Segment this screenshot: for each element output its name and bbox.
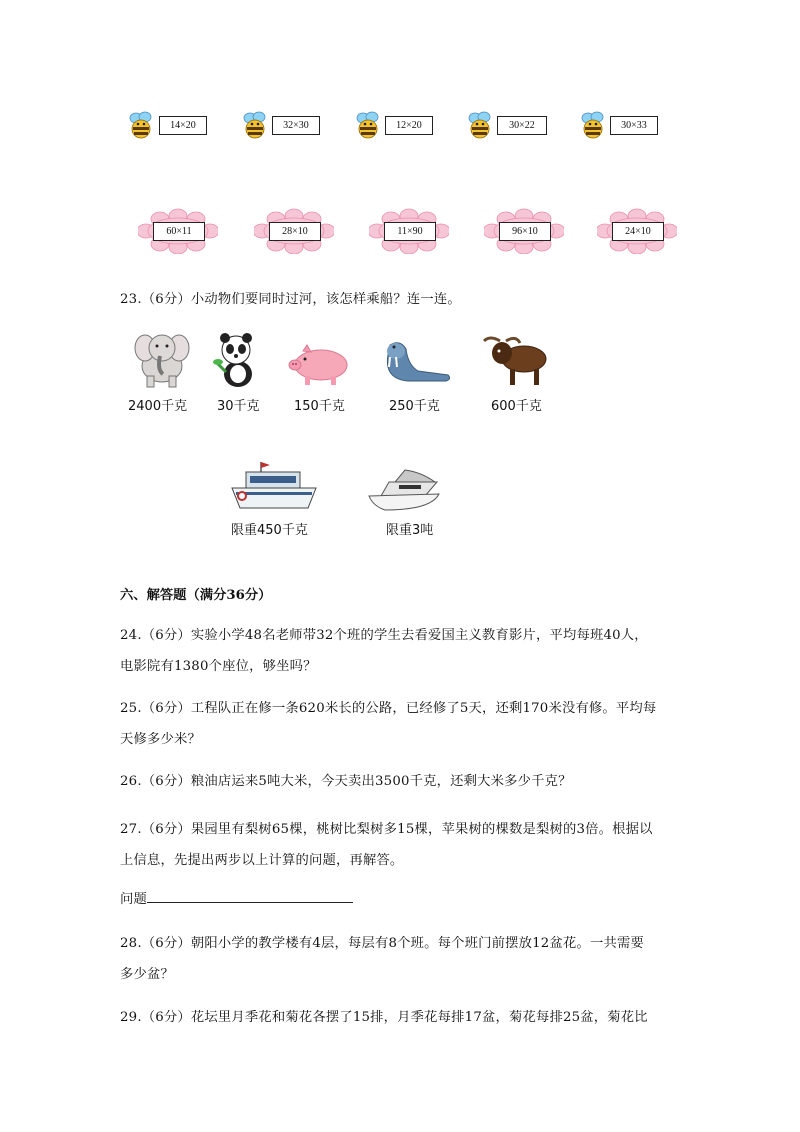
expression-box: 60×11 [153,222,205,241]
boat-limit-label: 限重3吨 [386,523,434,538]
pig-icon [287,343,351,387]
question-24 [120,620,680,682]
boat-limit-label: 限重450千克 [231,523,308,538]
question-25 [120,693,680,755]
question-27 [120,814,680,876]
animal-weight-label: 150千克 [294,399,345,414]
walrus-icon [378,335,454,387]
animal-weight-label: 250千克 [389,399,440,414]
question-line: 天修多少米？ [120,732,201,747]
question-28 [120,928,680,990]
question-line: 上信息，先提出两步以上计算的问题，再解答。 [120,853,404,868]
expression-box: 28×10 [269,222,321,241]
question-line: 电影院有1380个座位，够坐吗？ [120,659,317,674]
bee-icon [355,109,381,141]
question-26 [120,766,680,797]
question-line: 24.（6分）实验小学48名老师带32个班的学生去看爱国主义教育影片，平均每班40人， [120,628,648,643]
yacht-icon [365,466,441,514]
section-title: 六、解答题（满分36分） [120,588,272,603]
bee-icon [580,109,606,141]
panda-icon [210,332,260,390]
expression-box: 30×33 [610,116,658,135]
expression-box: 30×22 [497,116,547,135]
animal-weight-label: 2400千克 [128,399,188,414]
expression-box: 11×90 [384,222,436,241]
question-23: 23.（6分）小动物们要同时过河，该怎样乘船？连一连。 [120,292,461,307]
answer-prompt-label: 问题 [120,892,147,907]
question-29 [120,1002,680,1033]
expression-box: 12×20 [385,116,433,135]
question-line: 29.（6分）花坛里月季花和菊花各摆了15排，月季花每排17盆，菊花每排25盆，菊花比 [120,1010,648,1025]
animal-weight-label: 600千克 [491,399,542,414]
question-line: 多少盆？ [120,967,174,982]
buffalo-icon [480,333,552,389]
expression-box: 14×20 [159,116,207,135]
question-line: 28.（6分）朝阳小学的教学楼有4层，每层有8个班。每个班门前摆放12盆花。一共需要 [120,936,644,951]
question-27-answer-prompt [120,884,680,915]
expression-box: 96×10 [499,222,551,241]
expression-box: 24×10 [612,222,664,241]
elephant-icon [133,328,191,390]
expression-box: 32×30 [272,116,320,135]
bee-icon [242,109,268,141]
answer-blank[interactable] [147,890,353,903]
question-line: 26.（6分）粮油店运来5吨大米，今天卖出3500千克，还剩大米多少千克？ [120,774,572,789]
bee-icon [128,109,154,141]
bee-icon [467,109,493,141]
question-line: 27.（6分）果园里有梨树65棵，桃树比梨树多15棵，苹果树的棵数是梨树的3倍。根据以 [120,822,653,837]
ferry-boat-icon [228,458,320,512]
question-line: 25.（6分）工程队正在修一条620米长的公路，已经修了5天，还剩170米没有修。平均每 [120,701,657,716]
animal-weight-label: 30千克 [217,399,260,414]
